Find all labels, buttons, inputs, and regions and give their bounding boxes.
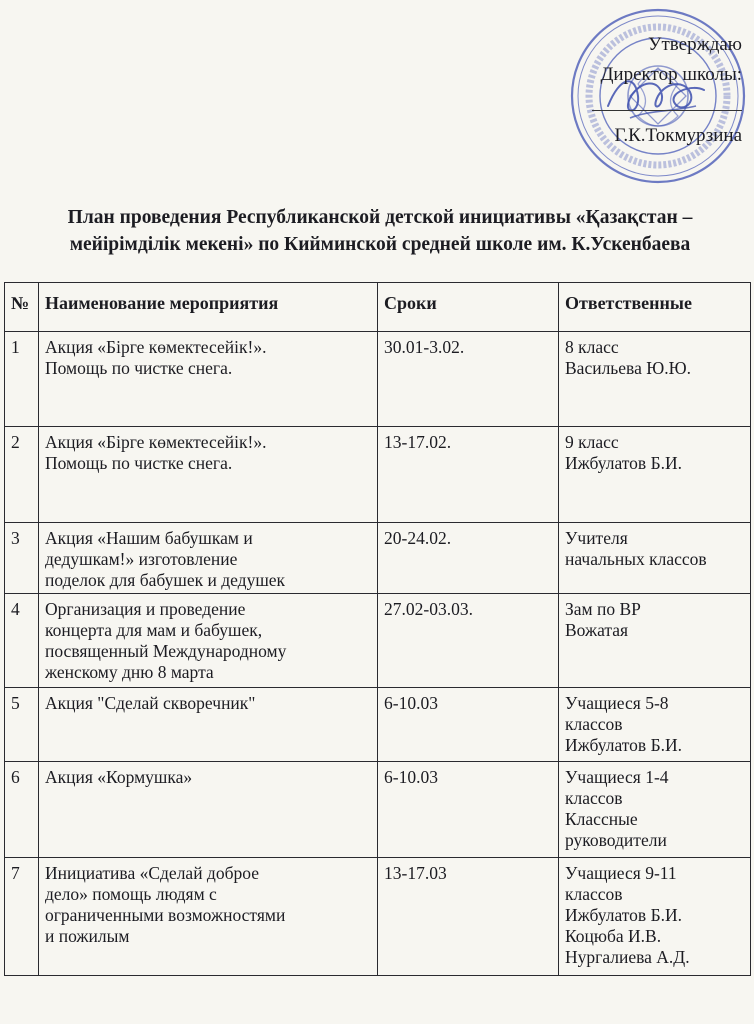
responsible-line: Ижбулатов Б.И. <box>565 453 683 473</box>
event-name-line: Организация и проведение <box>45 599 246 619</box>
title-line-1: План проведения Республиканской детской инициативы «Қазақстан – <box>67 207 693 228</box>
responsible-line: Ижбулатов Б.И. <box>565 735 683 755</box>
approval-position: Директор школы: <box>600 64 742 85</box>
table-row <box>5 523 751 594</box>
event-name-line: Акция «Бірге көмектесейік!». <box>45 432 267 452</box>
event-name-line: Акция «Бірге көмектесейік!». <box>45 337 267 357</box>
responsible-line: Васильева Ю.Ю. <box>565 358 691 378</box>
table-row <box>5 332 751 427</box>
event-name-line: поделок для бабушек и дедушек <box>45 570 286 590</box>
responsible-line: Учащиеся 5-8 <box>565 693 669 713</box>
event-name-line: Акция «Нашим бабушкам и <box>45 528 253 548</box>
table-row <box>5 762 751 858</box>
event-name <box>39 523 378 594</box>
responsible-line: классов <box>565 714 623 734</box>
event-dates: 30.01-3.02. <box>378 332 559 427</box>
event-responsible <box>559 523 751 594</box>
event-name-line: Помощь по чистке снега. <box>45 453 233 473</box>
row-number: 6 <box>5 762 39 858</box>
event-dates: 6-10.03 <box>378 762 559 858</box>
event-dates: 20-24.02. <box>378 523 559 594</box>
row-number: 2 <box>5 427 39 523</box>
responsible-line: Учащиеся 9-11 <box>565 863 677 883</box>
table-row <box>5 688 751 762</box>
responsible-line: Нургалиева А.Д. <box>565 947 690 967</box>
title-line-2: мейірімділік мекені» по Кийминской средней школе им. К.Ускенбаева <box>69 234 691 255</box>
responsible-line: Вожатая <box>565 620 629 640</box>
table-row <box>5 594 751 688</box>
table-header-row <box>5 283 751 332</box>
event-name-line: концерта для мам и бабушек, <box>45 620 263 640</box>
row-number: 3 <box>5 523 39 594</box>
document-title <box>20 204 740 258</box>
event-name-line: Акция "Сделай скворечник" <box>45 693 256 713</box>
responsible-line: Учащиеся 1-4 <box>565 767 669 787</box>
responsible-line: классов <box>565 788 623 808</box>
event-name-line: Акция «Кормушка» <box>45 767 193 787</box>
event-responsible <box>559 594 751 688</box>
approval-label: Утверждаю <box>648 34 742 55</box>
signature-line <box>542 90 742 121</box>
responsible-line: Классные <box>565 809 638 829</box>
responsible-line: начальных классов <box>565 549 707 569</box>
header-responsible: Ответственные <box>559 283 751 332</box>
row-number: 4 <box>5 594 39 688</box>
event-name-line: Инициатива «Сделай доброе <box>45 863 259 883</box>
responsible-line: 9 класс <box>565 432 619 452</box>
responsible-line: Коцюба И.В. <box>565 926 662 946</box>
responsible-line: руководители <box>565 830 667 850</box>
row-number: 5 <box>5 688 39 762</box>
table-row <box>5 858 751 976</box>
row-number: 7 <box>5 858 39 976</box>
header-dates: Сроки <box>378 283 559 332</box>
event-responsible <box>559 332 751 427</box>
event-name-line: Помощь по чистке снега. <box>45 358 233 378</box>
event-name <box>39 762 378 858</box>
event-name <box>39 594 378 688</box>
header-number: № <box>5 283 39 332</box>
event-responsible <box>559 688 751 762</box>
responsible-line: классов <box>565 884 623 904</box>
event-name-line: посвященный Международному <box>45 641 287 661</box>
events-table <box>4 282 751 976</box>
event-dates: 27.02-03.03. <box>378 594 559 688</box>
approval-name: Г.К.Токмурзина <box>614 125 742 146</box>
event-responsible <box>559 427 751 523</box>
event-name <box>39 688 378 762</box>
responsible-line: 8 класс <box>565 337 619 357</box>
responsible-line: Зам по ВР <box>565 599 641 619</box>
event-name <box>39 858 378 976</box>
event-name-line: и пожилым <box>45 926 130 946</box>
row-number: 1 <box>5 332 39 427</box>
event-name-line: ограниченными возможностями <box>45 905 286 925</box>
event-dates: 13-17.02. <box>378 427 559 523</box>
event-name <box>39 332 378 427</box>
event-name-line: дело» помощь людям с <box>45 884 217 904</box>
responsible-line: Учителя <box>565 528 628 548</box>
header-event-name: Наименование мероприятия <box>39 283 378 332</box>
responsible-line: Ижбулатов Б.И. <box>565 905 683 925</box>
approval-block <box>542 30 742 151</box>
event-responsible <box>559 858 751 976</box>
event-dates: 13-17.03 <box>378 858 559 976</box>
table-row <box>5 427 751 523</box>
event-name <box>39 427 378 523</box>
event-name-line: дедушкам!» изготовление <box>45 549 238 569</box>
event-responsible <box>559 762 751 858</box>
event-name-line: женскому дню 8 марта <box>45 662 214 682</box>
event-dates: 6-10.03 <box>378 688 559 762</box>
